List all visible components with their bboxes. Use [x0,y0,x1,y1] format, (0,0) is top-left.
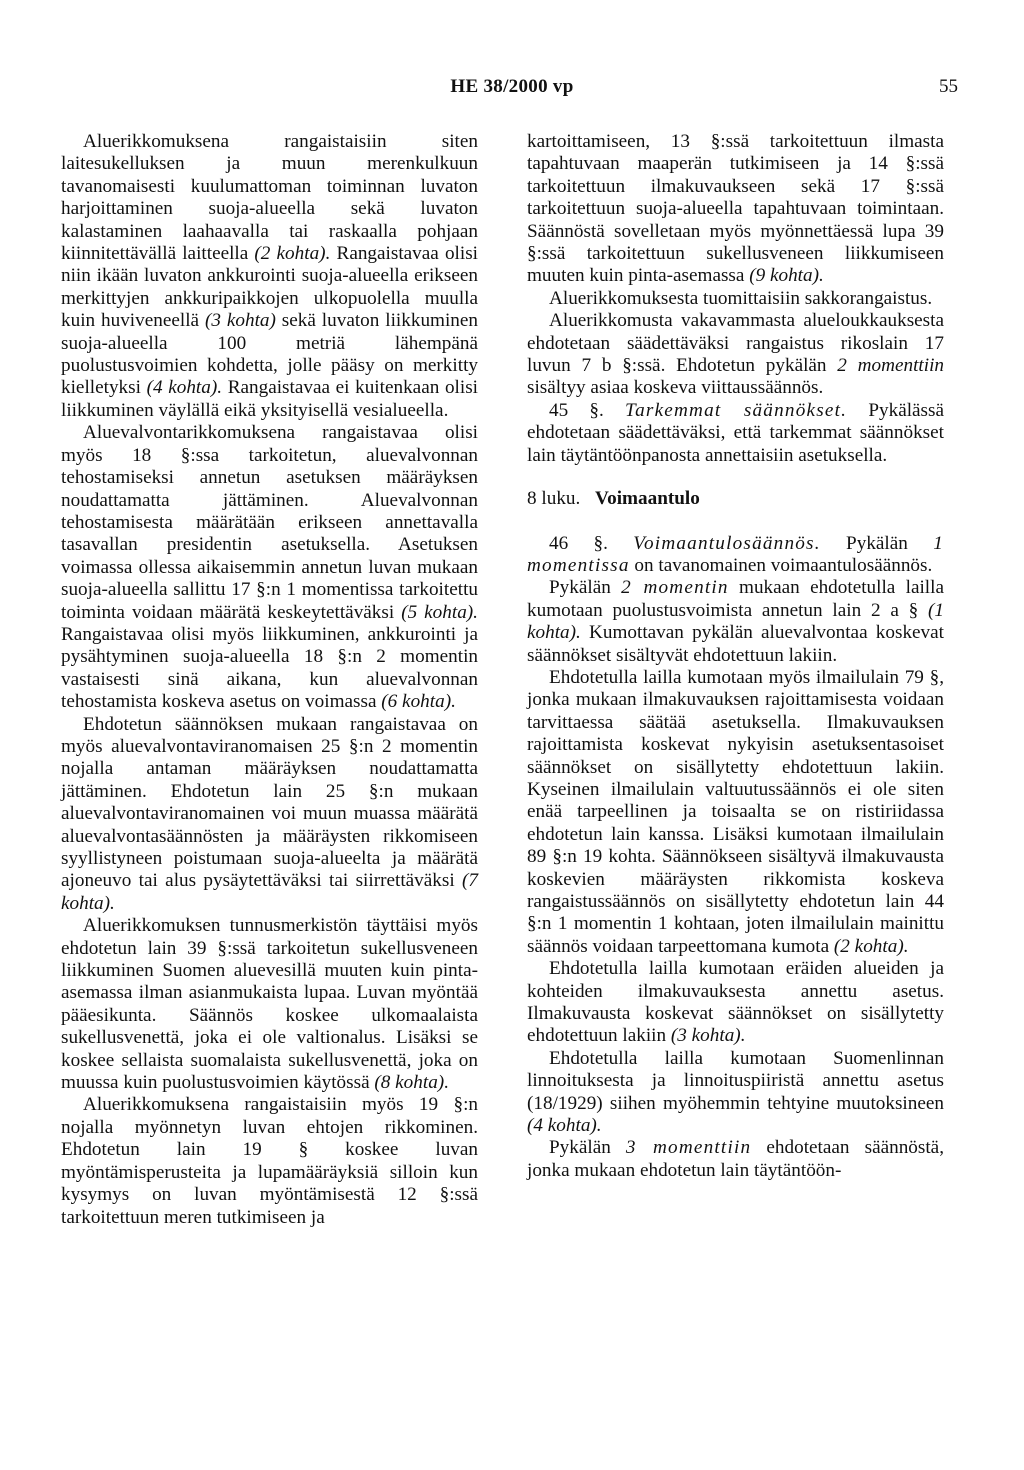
running-header: HE 38/2000 vp [450,76,574,97]
paragraph: Ehdotetulla lailla kumotaan myös ilmailulain 79 §, jonka mukaan ilmakuvauksen rajoittamisesta voidaan tarvittaessa säätää asetuksella. Ilmakuvauksen rajoittamista koskevat nykyisin asetuksentasoiset säännökset on sisällytetty ehdotettuun lakiin. Kyseinen ilmailulain valtuutussäännös ei ole siten enää tarpeellinen ja toisaalta se on ristiriidassa ehdotetun lain kanssa. Lisäksi kumotaan ilmailulain 89 §:n 19 kohta. Säännökseen sisältyvä ilmakuvausta koskevien määräysten rikkomista koskeva rangaistussäännös on sisällytetty ehdotetun lain 44 §:n 1 momentin 1 kohtaan, joten ilmailulain mainittu säännös voidaan tarpeettomana kumota (2 kohta). [527,666,944,957]
paragraph: Aluerikkomusta vakavammasta alueloukkauksesta ehdotetaan säädettäväksi rangaistus rikoslain 17 luvun 7 b §:ssä. Ehdotetun pykälän 2 momenttiin sisältyy asiaa koskeva viittaussäännös. [527,310,944,399]
paragraph: Aluerikkomuksena rangaistaisiin myös 19 §:n nojalla myönnetyn luvan ehtojen rikkominen. Ehdotetun lain 19 § koskee luvan myöntämisperusteita ja lupamääräyksiä silloin kun kysymys on luvan myöntämisestä 12 §:ssä tarkoitettuun meren tutkimiseen ja [61,1094,478,1228]
paragraph: Pykälän 3 momenttiin ehdotetaan säännöstä, jonka mukaan ehdotetun lain täytäntöön- [527,1137,944,1181]
paragraph: Ehdotetulla lailla kumotaan eräiden alueiden ja kohteiden ilmakuvauksesta annettu asetus. Ilmakuvausta koskevat säännökset on sisällytetty ehdotettuun lakiin (3 kohta). [527,958,944,1047]
paragraph: Aluerikkomuksen tunnusmerkistön täyttäisi myös ehdotetun lain 39 §:ssä tarkoitetun sukellusveneen liikkuminen Suomen aluevesillä muuten kuin pinta-asemassa ilman asianmukaista lupaa. Luvan myöntää pääesikunta. Säännös koskee ulkomaalaista sukellusvenettä, joka ei ole valtionalus. Lisäksi se koskee sellaista suomalaista sukellusvenettä, joka on muussa kuin puolustusvoimien käytössä (8 kohta). [61,915,478,1094]
left-column [61,131,478,1229]
paragraph: Aluerikkomuksesta tuomittaisiin sakkorangaistus. [549,287,933,309]
chapter-number: 8 luku. [527,488,581,510]
section-paragraph: 45 §. Tarkemmat säännökset. Pykälässä ehdotetaan säädettäväksi, että tarkemmat säännökset lain täytäntöönpanosta annettaisiin asetuksella. [527,399,945,466]
page-number: 55 [939,76,958,97]
right-column [527,131,944,1182]
paragraph: Pykälän 2 momentin mukaan ehdotetulla lailla kumotaan puolustusvoimista annetun lain 2 a § (1 kohta). Kumottavan pykälän aluevalvontaa koskevat säännökset sisältyvät ehdotettuun lakiin. [527,577,944,666]
section-title: Voimaantulosäännös. [633,532,821,554]
chapter-title: Voimaantulo [595,488,700,510]
chapter-heading [527,488,944,510]
section-paragraph: 46 §. Voimaantulosäännös. Pykälän 1 momentissa on tavanomainen voimaantulosäännös. [527,532,944,576]
paragraph: Ehdotetun säännöksen mukaan rangaistavaa on myös aluevalvontaviranomaisen 25 §:n 2 momentin nojalla antaman määräyksen noudattamatta jättäminen. Ehdotetun lain 25 §:n mukaan aluevalvontaviranomainen voi muun muassa määrätä aluevalvontasäännösten ja määräysten rikkomiseen syyllistyneen poistumaan suoja-alueelta ja määrätä ajoneuvo tai alus pysäytettäväksi tai siirrettäväksi (7 kohta). [61,713,478,914]
paragraph: kartoittamiseen, 13 §:ssä tarkoitettuun ilmasta tapahtuvaan maaperän tutkimiseen ja 14 §:ssä tarkoitettuun ilmakuvaukseen sekä 17 §:ssä tarkoitettuun suoja-alueella tapahtuvaan toimintaan. Säännöstä sovelletaan myös myönnettäessä lupa 39 §:ssä tarkoitettuun sukellusveneen liikkumiseen muuten kuin pinta-asemassa (9 kohta). [527,131,944,287]
paragraph: Aluevalvontarikkomuksena rangaistavaa olisi myös 18 §:ssa tarkoitetun, aluevalvonnan tehostamiseksi annetun asetuksen määräyksen noudattamatta jättäminen. Aluevalvonnan tehostamisesta määrätään erikseen annettavalla tasavallan presidentin asetuksella. Asetuksen voimassa ollessa aikaisemmin annetun luvan mukaan suoja-alueella sallittu 17 §:n 1 momentissa tarkoitettu toiminta voidaan määrätä keskeytettäväksi (5 kohta). Rangaistavaa olisi myös liikkuminen, ankkurointi ja pysähtyminen suoja-alueella 18 §:n 2 momentin vastaisesti sinä aikana, kun aluevalvonnan tehostamista koskeva asetus on voimassa (6 kohta). [61,422,478,713]
section-title: Tarkemmat säännökset. [625,399,848,421]
paragraph: Ehdotetulla lailla kumotaan Suomenlinnan linnoituksesta ja linnoituspiiristä annettu asetus (18/1929) siihen myöhemmin tehtyine muutoksineen (4 kohta). [527,1047,944,1137]
paragraph: Aluerikkomuksena rangaistaisiin siten laitesukelluksen ja muun merenkulkuun tavanomaisesti kuulumattoman toiminnan luvaton harjoittaminen suoja-alueella sekä luvaton kalastaminen laahaavalla tai raskaalla pohjaan kiinnitettävällä laitteella (2 kohta). Rangaistavaa olisi niin ikään luvaton ankkurointi suoja-alueella erikseen merkittyjen ankkuripaikkojen ulkopuolella muulla kuin huviveneellä (3 kohta) sekä luvaton liikkuminen suoja-alueella 100 metriä lähempänä puolustusvoimien kohdetta, jolle pääsy on merkitty kielletyksi (4 kohta). Rangaistavaa ei kuitenkaan olisi liikkuminen väylällä eikä yksityisellä vesialueella. [61,131,479,421]
